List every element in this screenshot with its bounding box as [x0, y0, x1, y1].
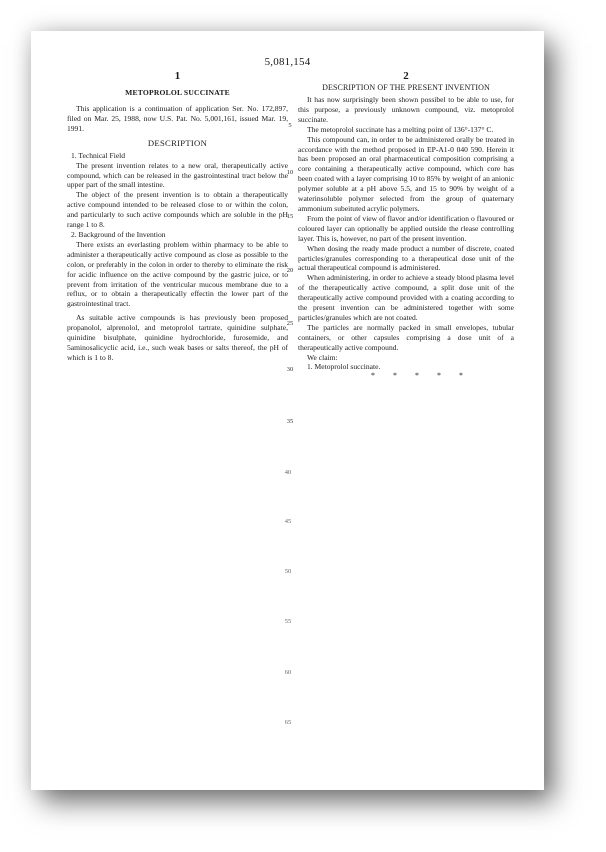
line-number: 35 [286, 418, 294, 425]
paragraph: The present invention relates to a new oral, therapeutically active compound, which can be released in the gastrointestinal tract below the upper part of the small intestine. [67, 160, 288, 190]
paragraph: When dosing the ready made product a number of discrete, coated particles/granules corresponding to a therapeutical dose unit of the actual therapeutical compound is administered. [298, 243, 514, 273]
description-heading: DESCRIPTION [147, 137, 208, 148]
paragraph: As suitable active compounds is has previously been proposed propanolol, alprenolol, and metoprolol tartrate, quinidine sulphate, quinidine bisulphate, quinidine hydrochloride, furosemide, and 5aminosalicyclic acid, i.e., such weak bases or salts thereof, the pH of which is 1 to 8. [67, 313, 288, 362]
line-number: 15 [286, 213, 294, 220]
paragraph: There exists an everlasting problem within pharmacy to be able to administer a therapeutically active compound as close as possible to the colon, or preferably in the colon in order to thereby to eliminate the risk for acidic influence on the active compound by the gastric juice, or to prevent from irritation of the ventricular mucous membrane due to a reflux, or to obtain a therapeutically effectin the lower part of the gastrointestinal tract. [67, 239, 288, 309]
column-number-1: 1 [174, 70, 181, 82]
background-subheading: 2. Background of the Invention [71, 229, 166, 239]
technical-field-subheading: 1. Technical Field [71, 150, 126, 160]
line-number: 60 [284, 669, 292, 676]
paragraph: The object of the present invention is to obtain a therapeutically active compound intended to be released close to or within the colon, and particularly to such active compounds which are soluble in the pH range 1 to 8. [67, 190, 288, 230]
line-number: 10 [286, 169, 294, 176]
line-number: 30 [286, 366, 294, 373]
paragraph: When administering, in order to achieve a steady blood plasma level of the therapeutically active compound, a split dose unit of the therapeutically active compound provided with a coating according to the present invention can be administered together with some particles/granules which are not coated. [298, 273, 514, 322]
paragraph: From the point of view of flavor and/or identification o flavoured or coloured layer can optionally be applied outside the rlease controlling layer. This is, however, no part of the present invention. [298, 213, 514, 243]
line-number: 25 [286, 320, 294, 327]
claim-1: 1. Metoprolol succinate. [307, 362, 381, 372]
line-number: 65 [284, 719, 292, 726]
intro-paragraph: This application is a continuation of application Ser. No. 172,897, filed on Mar. 25, 1988, now U.S. Pat. No. 5,001,161, issued Mar. 19, 1991. [67, 104, 288, 133]
end-marker: * * * * * [371, 371, 471, 381]
document-title: METOPROLOL SUCCINATE [125, 88, 230, 97]
paragraph: It has now surprisingly been shown possibel to be able to use, for this purpose, a previously unknown compound, viz. metoprolol succinate. [298, 95, 514, 124]
patent-page [31, 31, 544, 790]
patent-number: 5,081,154 [264, 56, 311, 68]
line-number: 55 [284, 618, 292, 625]
paragraph: The metoprolol succinate has a melting point of 136°-137° C. [307, 124, 494, 134]
line-number: 45 [284, 518, 292, 525]
paragraph: This compound can, in order to be administered orally be treated in accordance with the method proposed in EP-A1-0 040 590. Herein it has been proposed an oral pharmaceutical composition comprising a core containing a therapeutically active compound, which core has been coated with a layer comprising 10 to 85% by weight of an anionic polymer soluble at a pH above 5.5, and 15 to 90% by weight of a waterinsoluble polymer selected from the group of quaternary ammonium subeituted acrylic polymers. [298, 134, 514, 213]
claims-intro: We claim: [307, 352, 338, 362]
column-number-2: 2 [403, 70, 409, 82]
line-number: 5 [288, 122, 292, 129]
paragraph: The particles are normally packed in small envelopes, tubular containers, or other capsules comprising a dose unit of a therapeutically active compound. [298, 322, 514, 352]
present-invention-heading: DESCRIPTION OF THE PRESENT INVENTION [322, 83, 490, 92]
line-number: 20 [286, 267, 294, 274]
line-number: 40 [284, 469, 292, 476]
line-number: 50 [284, 568, 292, 575]
